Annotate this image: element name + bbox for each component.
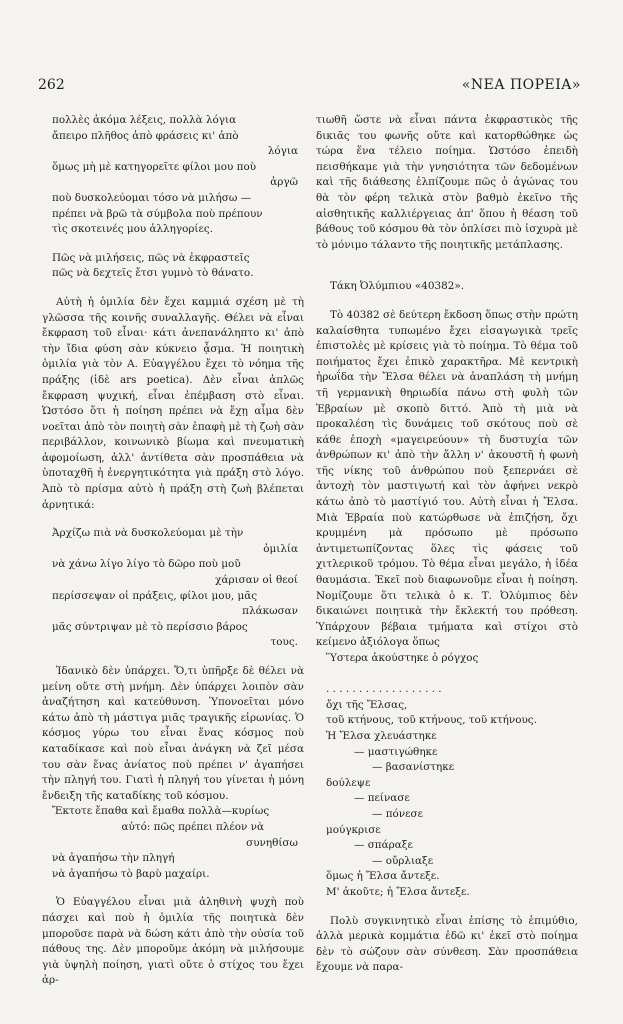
verse-line: περίσσεψαν οἱ πράξεις, φίλοι μου, μᾶς — [52, 589, 258, 602]
verse-line: τους. — [270, 636, 298, 649]
verse-line: μᾶς σύντριψαν μὲ τὸ περίσσιο βάρος — [52, 620, 248, 633]
verse-line: πῶς νὰ δεχτεῖς ἔτσι γυμνὸ τὸ θάνατο. — [52, 267, 254, 280]
page-number: 262 — [38, 77, 65, 93]
poem-line: δούλεψε — [326, 776, 371, 789]
poem-line: τοῦ κτήνους, τοῦ κτήνους, τοῦ κτήνους. — [326, 714, 537, 727]
poem-line: — βασανίστηκε — [372, 761, 455, 774]
verse-line: συνηθίσω — [246, 836, 298, 849]
section-title: Τάκη Ὀλύμπιου «40382». — [330, 280, 464, 293]
poem-line: — πείνασε — [354, 792, 410, 805]
poem-line: — πόνεσε — [372, 807, 423, 820]
verse-line: Ἔκτοτε ἔπαθα καὶ ἔμαθα πολλὰ—κυρίως — [52, 805, 270, 818]
verse-line: πρέπει νὰ βρῶ τὰ σύμβολα ποὺ πρέπουν — [52, 207, 263, 220]
verse-block — [52, 526, 304, 651]
paragraph: Πολὺ συγκινητικὸ εἶναι ἐπίσης τὸ ἐπιμύθιο, ἀλλὰ μερικὰ κομμάτια ἐδῶ κι' ἐκεῖ στὸ ποίημα δὲν τὸ σώζουν σὰν σύνθεση. Σὰν προσπάθεια ἔχουμε νὰ παρα- — [316, 914, 578, 974]
right-column — [316, 113, 578, 976]
poem-line: Ἡ Ἔλσα χλευάστηκε — [326, 729, 437, 742]
verse-line: ποὺ δυσκολεύομαι τόσο νὰ μιλήσω — — [52, 191, 251, 204]
poem-line: . . . . . . . . . . . . . . . . . . — [326, 683, 442, 696]
verse-line: Ἀρχίζω πιὰ νὰ δυσκολεύομαι μὲ τὴν — [52, 527, 244, 540]
poem-line: ὅμως ἡ Ἔλσα ἄντεξε. — [326, 870, 440, 883]
verse-line: ἀργῶ — [270, 176, 298, 189]
paragraph: Ὁ Εὐαγγέλου εἶναι μιὰ ἀληθινὴ ψυχὴ ποὺ πάσχει καὶ ποὺ ἡ ὁμιλία τῆς ποιητικὰ δὲν μποροῦσε παρὰ νὰ δώση κάτι ἀπὸ τὴν οὐσία τοῦ πάθους της. Δὲν μποροῦμε ἀκόμη νὰ μιλήσουμε γιὰ ὑψηλὴ ποίηση, γιατὶ οὔτε ὁ στίχος του ἔχει ἀρ- — [42, 896, 304, 987]
poem-excerpt — [326, 651, 578, 901]
verse-line: νὰ χάνω λίγο λίγο τὸ δῶρο ποὺ μοῦ — [52, 558, 241, 571]
verse-line: πολλὲς ἀκόμα λέξεις, πολλὰ λόγια — [52, 114, 237, 126]
paragraph: τιωθῆ ὥστε νὰ εἶναι πάντα ἐκφραστικὸς τῆς δικιᾶς του φωνῆς οὔτε καὶ κατορθώθηκε ὡς τώρα ἕνα τέλειο ποίημα. Ὡστόσο ἐπειδὴ πεισθήκαμε γιὰ τὴν γνησιότητα τῶν δεδομένων καὶ τῆς διάθεσης ἐλπίζουμε πῶς ὁ ἀγώνας του θὰ τὸν φέρη τελικὰ στὸν βαθμὸ ἐκεῖνο τῆς αἰσθητικῆς καλλιέργειας ἀπ' ὅπου ἡ θέαση τοῦ βάθους τοῦ κόσμου θὰ τὸν ὁπλίσει πιὸ ἰσχυρὰ μὲ τὸ μόνιμο τάλαντο τῆς ποιητικῆς μετάπλασης. — [316, 114, 578, 251]
verse-line: ὁμιλία — [263, 542, 298, 555]
poem-line: μούγκρισε — [326, 823, 381, 836]
verse-line: λόγια — [267, 145, 298, 158]
poem-line: Μ' ἀκοῦτε; ἡ Ἔλσα ἄντεξε. — [326, 885, 470, 898]
verse-block — [52, 251, 304, 282]
running-title: «ΝΕΑ ΠΟΡΕΙΑ» — [461, 77, 581, 93]
verse-block — [52, 113, 304, 238]
poem-line: — οὔρλιαξε — [372, 854, 434, 867]
verse-line: ἄπειρο πλῆθος ἀπὸ φράσεις κι' ἀπὸ — [52, 129, 239, 142]
verse-line: Πῶς νὰ μιλήσεις, πῶς νὰ ἐκφραστεῖς — [52, 251, 250, 264]
poem-line: ὄχι τῆς Ἔλσας, — [326, 698, 408, 711]
verse-line: πλάκωσαν — [242, 605, 298, 618]
poem-line: Ὕστερα ἀκούστηκε ὁ ρόγχος — [326, 652, 479, 664]
poem-line: — μαστιγώθηκε — [354, 745, 438, 758]
verse-line: νὰ ἀγαπήσω τὴν πληγή — [52, 852, 175, 865]
verse-line: νὰ ἀγαπήσω τὸ βαρὺ μαχαίρι. — [52, 867, 210, 880]
verse-line: αὐτό: πῶς πρέπει πλέον νὰ — [121, 820, 264, 833]
verse-line: ὅμως μὴ μὲ κατηγορεῖτε φίλοι μου ποὺ — [52, 160, 257, 173]
paragraph: Ἰδανικὸ δὲν ὑπάρχει. Ὅ,τι ὑπῆρξε δὲ θέλει νὰ μείνη οὔτε στὴ μνήμη. Δὲν ὑπάρχει λοιπὸν σὰν ἀναζήτηση καὶ κατεύθυνση. Ὑπονοεῖται μόνο κάτω ἀπὸ τὴ μάστιγα μιᾶς τραγικῆς εἰρωνίας. Ὁ κόσμος γύρω του εἶναι ἕνας κόσμος ποὺ καταδίκασε καὶ ποὺ εἶναι ἀνάγκη νὰ ζεῖ μέσα του σὰν ἕνας ἀνίατος ποὺ πρέπει ν' ἀγαπήσει τὴν πληγή του. Γιατὶ ἡ πληγή του γίνεται ἡ μόνη ἔνδειξη τῆς καταδίκης τοῦ κόσμου. — [42, 665, 304, 802]
poem-line: — σπάραξε — [354, 839, 413, 852]
verse-block — [52, 804, 304, 882]
poem-line — [326, 667, 578, 683]
paragraph: Τὸ 40382 σὲ δεύτερη ἔκδοση ὅπως στὴν πρώτη καλαίσθητα τυπωμένο ἔχει εἰσαγωγικὰ τρεῖς ἐπιστολὲς μὲ κρίσεις γιὰ τὸ ποίημα. Τὸ θέμα τοῦ ποιήματος ἔχει ἐπικὸ χαρακτῆρα. Μὲ κεντρικὴ ἡρωΐδα τὴν Ἔλσα θέλει νὰ ἀναπλάση τὴ μνήμη τῆ γερμανικὴ θηριωδία πάνω στὴ φυλὴ τῶν Ἑβραίων μὲ σκοπὸ διττό. Ἀπὸ τὴ μιὰ νὰ προκαλέση τὶς δυνάμεις τοῦ σκότους ποὺ σὲ κάθε ἐποχὴ «μαγειρεύουν» τὴ δυστυχία τῶν ἀνθρώπων κι' ἀπὸ τὴν ἄλλη ν' ἀκουστῆ ἡ φωνὴ τῆς νίκης τοῦ ἀνθρώπου ποὺ ξεπερνάει σὲ ἀντοχὴ τὸν μαστιγωτή καὶ τὸν ἀφήνει νεκρὸ κάτω ἀπὸ τὸ μαστίγιό του. Αὐτὴ εἶναι ἡ Ἔλσα. Μιὰ Ἑβραία ποὺ κατώρθωσε νὰ ἐπιζήση, ὄχι κρυμμένη μὰ πρόσωπο μὲ πρόσωπο ἀντιμετωπίζοντας ὅλες τὶς φάσεις τοῦ χιτλερικοῦ τρόμου. Τὸ θέμα εἶναι μεγάλο, ἡ ἰδέα θαυμάσια. Ἐκεῖ ποὺ διαφωνοῦμε εἶναι ἡ ποίηση. Νομίζουμε ὅτι τελικὰ ὁ κ. Τ. Ὀλύμπιος δὲν δικαιώνει ποιητικὰ τὴν ἔκλεκτή του πρόθεση. Ὑπάρχουν βέβαια τμήματα καὶ στίχοι στὸ κείμενο ἀξιόλογα ὅπως — [316, 308, 578, 649]
paragraph: Αὐτὴ ἡ ὁμιλία δὲν ἔχει καμμιά σχέση μὲ τὴ γλῶσσα τῆς κοινῆς συναλλαγῆς. Θέλει νὰ εἶναι ἔκφραση τοῦ εἶναι· κάτι ἀνεπανάληπτο κι' ἀπὸ τὴν ἴδια φύση σὰν κύκνειο ᾆσμα. Ἡ ποιητικὴ ὁμιλία γιὰ τὸν Α. Εὐαγγέλου ἔχει τὸ νόημα τῆς πράξης (ἰδὲ ars poetica). Δὲν εἶναι ἁπλῶς ἔκφραση ψυχική, εἶναι ἐπέμβαση στὸ εἶναι. Ὡστόσο ὅτι ἡ ποίηση πρέπει νὰ ἔχῃ αἷμα δὲν νοεῖται ἀπὸ τὸν ποιητὴ σὰν ἐπαφὴ μὲ τὴ ζωὴ σὰν περιβάλλον, κοινωνικὸ βίωμα καὶ πνευματικὴ ἀφομοίωση, ἀλλ' ἀντίθετα σὰν προσπάθεια νὰ ὑποταχθῆ ἡ ἐνεργητικότητα γιὰ πράξη στὸ λόγο. Ἀπὸ τὸ πρίσμα αὐτὸ ἡ πράξη στὴ ζωὴ βλέπεται ἀρνητικά: — [42, 295, 304, 511]
verse-line: τὶς σκοτεινές μου ἀλληγορίες. — [52, 223, 214, 236]
verse-line: χάρισαν οἱ θεοί — [215, 574, 298, 587]
left-column — [42, 113, 304, 989]
